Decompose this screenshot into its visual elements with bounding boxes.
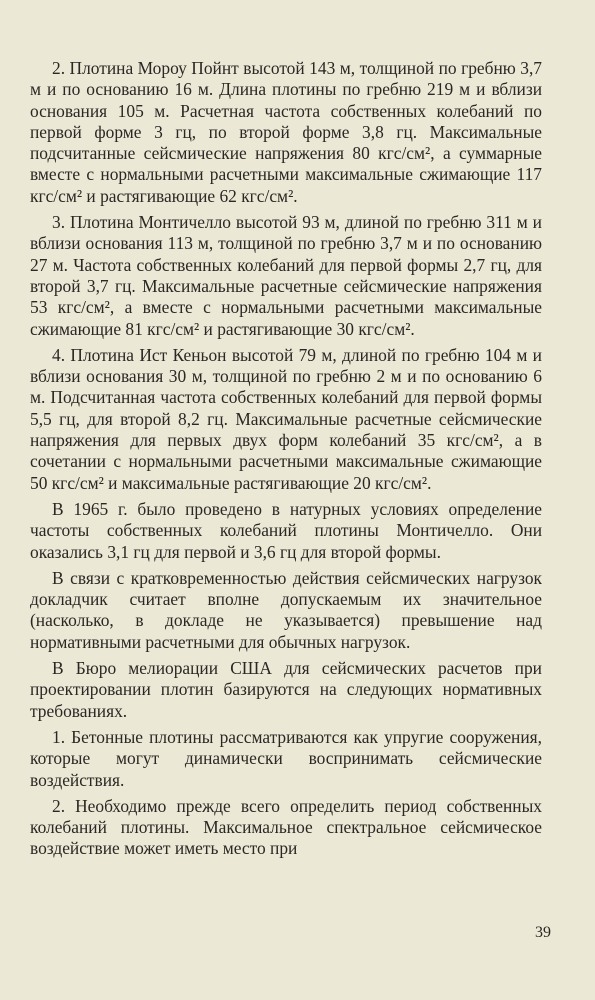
paragraph-morrow-point-dam: 2. Плотина Мороу Пойнт высотой 143 м, толщиной по гребню 3,7 м и по основанию 16 м. Длина плотины по гребню 219 м и вблизи основания 105 м. Расчетная частота собственных колебаний по первой форме 3 гц, по второй форме 3,8 гц. Максимальные подсчитанные сейсмические напряжения 80 кгс/см², а суммарные вместе с нормальными расчетными максимальные сжимающие 117 кгс/см² и растягивающие 62 кгс/см². bbox=[30, 58, 542, 206]
paragraph-monticello-dam: 3. Плотина Монтичелло высотой 93 м, длиной по гребню 311 м и вблизи основания 113 м, толщиной по гребню 3,7 м и по основанию 27 м. Частота собственных колебаний для первой формы 2,7 гц, для второй 3,7 гц. Максимальные расчетные сейсмические напряжения 53 кгс/см², а вместе с нормальными расчетными максимальные сжимающие 81 кгс/см² и растягивающие 30 кгс/см². bbox=[30, 212, 542, 339]
page-number: 39 bbox=[535, 924, 551, 941]
paragraph-requirement-2: 2. Необходимо прежде всего определить период собственных колебаний плотины. Максимальное спектральное сейсмическое воздействие может иметь место при bbox=[30, 795, 542, 859]
paragraph-bureau-reclamation: В Бюро мелиорации США для сейсмических расчетов при проектировании плотин базируются на следующих нормативных требованиях. bbox=[30, 658, 542, 721]
paragraph-requirement-1: 1. Бетонные плотины рассматриваются как упругие сооружения, которые могут динамически воспринимать сейсмические воздействия. bbox=[30, 726, 542, 790]
paragraph-short-duration-loads: В связи с кратковременностью действия сейсмических нагрузок докладчик считает вполне допускаемым их значительное (насколько, в докладе не указывается) превышение над нормативными расчетными для обычных нагрузок. bbox=[30, 567, 542, 652]
paragraph-field-measurement-1965: В 1965 г. было проведено в натурных условиях определение частоты собственных колебаний плотины Монтичелло. Они оказались 3,1 гц для первой и 3,6 гц для второй формы. bbox=[30, 498, 542, 562]
page-body bbox=[30, 58, 542, 865]
paragraph-east-canyon-dam: 4. Плотина Ист Кеньон высотой 79 м, длиной по гребню 104 м и вблизи основания 30 м, толщиной по гребню 2 м и по основанию 6 м. Подсчитанная частота собственных колебаний для первой формы 5,5 гц, для второй 8,2 гц. Максимальные расчетные сейсмические напряжения для первых двух форм колебаний 35 кгс/см², а в сочетании с нормальными расчетными максимальные сжимающие 50 кгс/см² и максимальные растягивающие 20 кгс/см². bbox=[30, 344, 542, 493]
